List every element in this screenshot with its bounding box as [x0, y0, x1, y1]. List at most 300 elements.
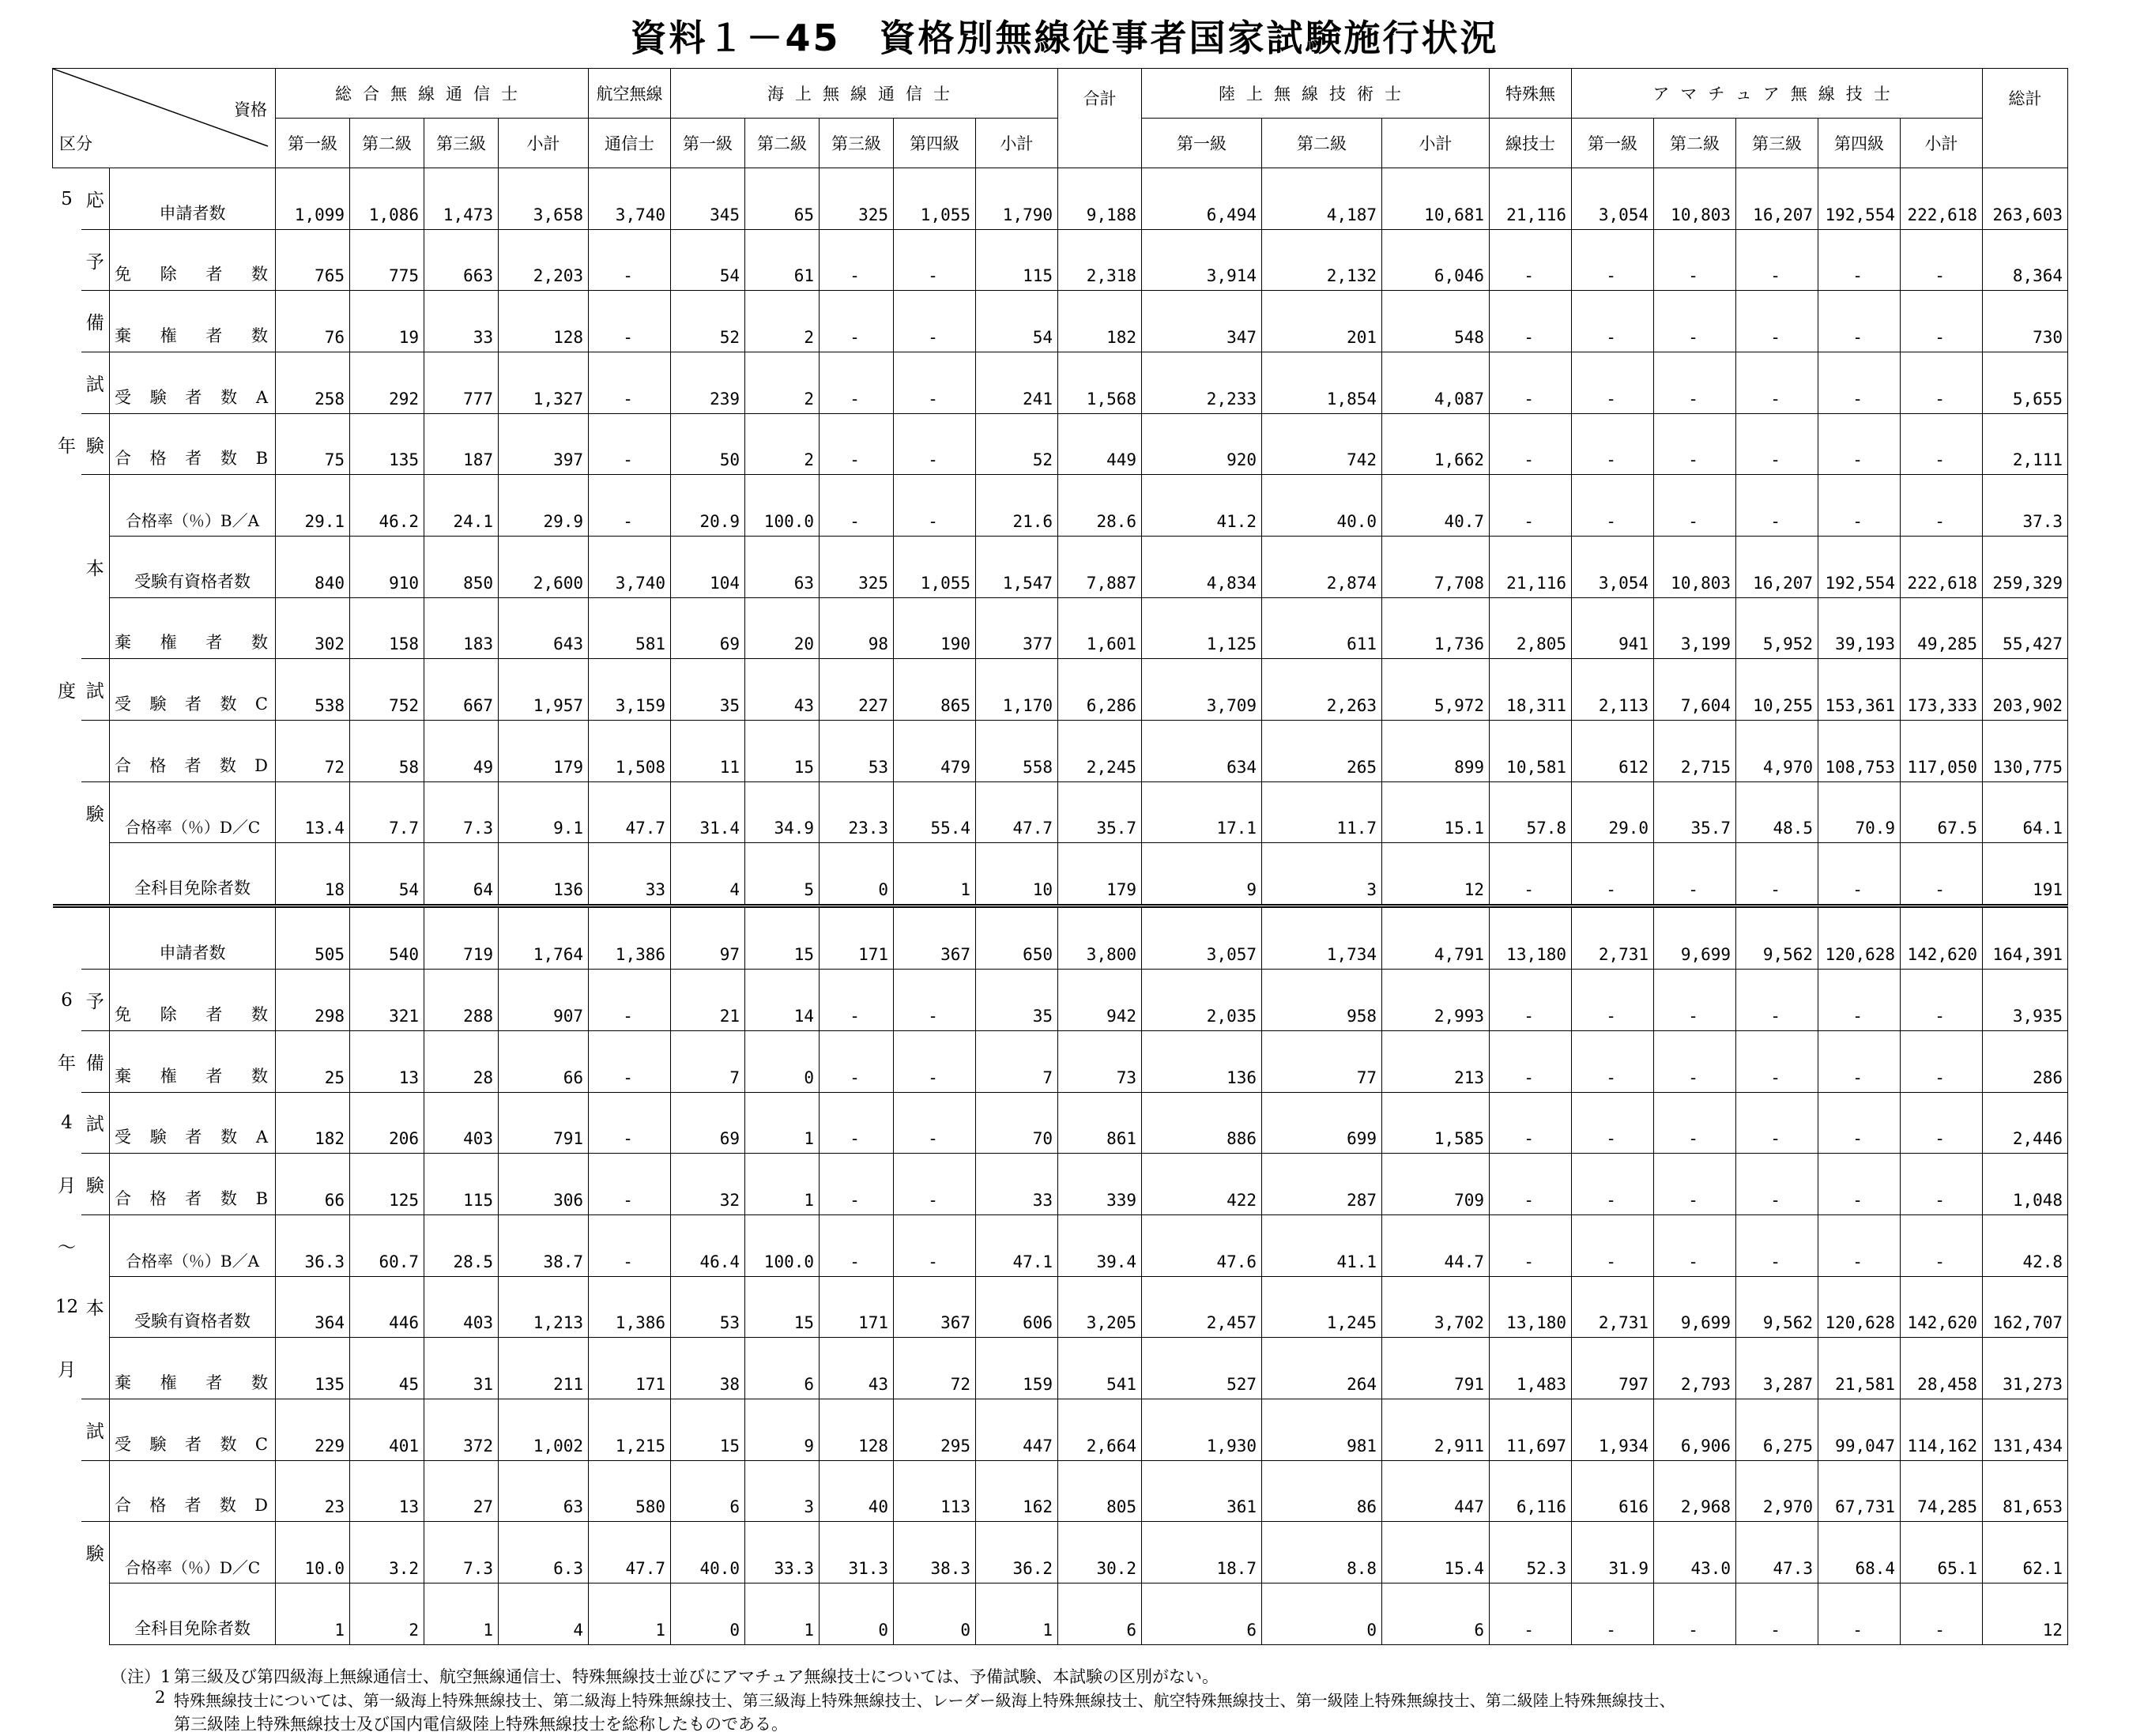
- exam-kind: 予: [81, 229, 110, 291]
- value-cell: -: [1818, 475, 1901, 537]
- value-cell: -: [1572, 1214, 1654, 1276]
- value-cell: -: [894, 291, 976, 352]
- note-1-prefix: （注）1: [111, 1667, 171, 1686]
- value-cell: 239: [671, 352, 745, 414]
- row-label: 棄権者数: [110, 597, 276, 659]
- value-cell: 1,473: [424, 168, 499, 230]
- value-cell: 8.8: [1262, 1522, 1382, 1583]
- value-cell: 7,604: [1654, 659, 1736, 721]
- row-label: 合格者数D: [110, 721, 276, 782]
- value-cell: 5,952: [1736, 597, 1818, 659]
- group-header: 陸上無線技術士: [1142, 69, 1490, 119]
- exam-kind: 験: [81, 781, 110, 843]
- value-cell: 171: [589, 1338, 671, 1399]
- value-cell: 3: [1262, 843, 1382, 906]
- value-cell: 265: [1262, 721, 1382, 782]
- value-cell: 367: [894, 1276, 976, 1338]
- value-cell: 47.6: [1142, 1214, 1262, 1276]
- value-cell: 81,653: [1983, 1460, 2068, 1522]
- value-cell: 942: [1058, 970, 1142, 1031]
- value-cell: -: [1818, 291, 1901, 352]
- value-cell: 46.2: [350, 475, 424, 537]
- value-cell: 54: [976, 291, 1058, 352]
- period-char: [53, 1522, 81, 1583]
- value-cell: 9: [745, 1399, 820, 1460]
- corner-bottom-label: 区分: [59, 134, 92, 153]
- column-header: 第三級: [1736, 119, 1818, 168]
- value-cell: 742: [1262, 413, 1382, 475]
- value-cell: 35.7: [1058, 781, 1142, 843]
- table-row: [53, 229, 2068, 291]
- value-cell: 27: [424, 1460, 499, 1522]
- value-cell: -: [589, 475, 671, 537]
- value-cell: 1,170: [976, 659, 1058, 721]
- value-cell: 187: [424, 413, 499, 475]
- value-cell: 580: [589, 1460, 671, 1522]
- value-cell: -: [1490, 1583, 1572, 1644]
- value-cell: 364: [276, 1276, 350, 1338]
- row-label: 合格者数B: [110, 413, 276, 475]
- value-cell: 44.7: [1382, 1214, 1490, 1276]
- value-cell: 907: [499, 970, 589, 1031]
- value-cell: 43: [820, 1338, 894, 1399]
- value-cell: 1,957: [499, 659, 589, 721]
- period-char: 〜: [58, 1237, 76, 1258]
- value-cell: 581: [589, 597, 671, 659]
- value-cell: 612: [1572, 721, 1654, 782]
- value-cell: 548: [1382, 291, 1490, 352]
- table-row: [53, 1399, 2068, 1460]
- value-cell: -: [1490, 1214, 1572, 1276]
- value-cell: 136: [1142, 1030, 1262, 1092]
- value-cell: 3,709: [1142, 659, 1262, 721]
- value-cell: -: [589, 970, 671, 1031]
- value-cell: 2,805: [1490, 597, 1572, 659]
- value-cell: 263,603: [1983, 168, 2068, 230]
- value-cell: 31.3: [820, 1522, 894, 1583]
- value-cell: 2,731: [1572, 1276, 1654, 1338]
- table-row: [53, 1583, 2068, 1644]
- value-cell: 70.9: [1818, 781, 1901, 843]
- value-cell: 142,620: [1901, 1276, 1983, 1338]
- value-cell: -: [1901, 1214, 1983, 1276]
- period-char: [53, 906, 81, 970]
- value-cell: 227: [820, 659, 894, 721]
- value-cell: 765: [276, 229, 350, 291]
- period-char: [53, 781, 81, 843]
- value-cell: 611: [1262, 597, 1382, 659]
- period-char: [53, 597, 81, 659]
- value-cell: -: [589, 291, 671, 352]
- value-cell: 47.1: [976, 1214, 1058, 1276]
- value-cell: 0: [894, 1583, 976, 1644]
- value-cell: 68.4: [1818, 1522, 1901, 1583]
- value-cell: 61: [745, 229, 820, 291]
- value-cell: -: [1490, 413, 1572, 475]
- value-cell: 113: [894, 1460, 976, 1522]
- value-cell: 171: [820, 1276, 894, 1338]
- value-cell: 222,618: [1901, 168, 1983, 230]
- value-cell: -: [1490, 1030, 1572, 1092]
- value-cell: 64.1: [1983, 781, 2068, 843]
- value-cell: 2,245: [1058, 721, 1142, 782]
- value-cell: 153,361: [1818, 659, 1901, 721]
- value-cell: 57.8: [1490, 781, 1572, 843]
- value-cell: 558: [976, 721, 1058, 782]
- value-cell: 3,658: [499, 168, 589, 230]
- value-cell: 2,111: [1983, 413, 2068, 475]
- value-cell: 325: [820, 168, 894, 230]
- value-cell: 21,581: [1818, 1338, 1901, 1399]
- value-cell: -: [1901, 1583, 1983, 1644]
- value-cell: -: [1818, 1154, 1901, 1215]
- value-cell: 2,911: [1382, 1399, 1490, 1460]
- value-cell: 120,628: [1818, 906, 1901, 970]
- value-cell: 3,159: [589, 659, 671, 721]
- column-header: 第一級: [276, 119, 350, 168]
- value-cell: 5: [745, 843, 820, 906]
- value-cell: -: [1818, 970, 1901, 1031]
- value-cell: -: [1736, 229, 1818, 291]
- value-cell: -: [1572, 352, 1654, 414]
- value-cell: 1: [589, 1583, 671, 1644]
- value-cell: 9: [1142, 843, 1262, 906]
- value-cell: 72: [894, 1338, 976, 1399]
- exam-kind: 本: [85, 1298, 104, 1320]
- value-cell: 1,213: [499, 1276, 589, 1338]
- value-cell: 2,263: [1262, 659, 1382, 721]
- value-cell: 1,048: [1983, 1154, 2068, 1215]
- value-cell: 48.5: [1736, 781, 1818, 843]
- value-cell: 164,391: [1983, 906, 2068, 970]
- value-cell: 67,731: [1818, 1460, 1901, 1522]
- value-cell: 941: [1572, 597, 1654, 659]
- value-cell: 7.3: [424, 781, 499, 843]
- value-cell: 13.4: [276, 781, 350, 843]
- value-cell: 29.0: [1572, 781, 1654, 843]
- period-char: 12: [55, 1296, 79, 1317]
- value-cell: 15: [745, 721, 820, 782]
- value-cell: 40.0: [671, 1522, 745, 1583]
- value-cell: 840: [276, 537, 350, 598]
- exam-kind: [81, 1460, 110, 1522]
- value-cell: 241: [976, 352, 1058, 414]
- value-cell: -: [820, 352, 894, 414]
- value-cell: 1,386: [589, 1276, 671, 1338]
- value-cell: 1: [745, 1583, 820, 1644]
- value-cell: -: [1901, 413, 1983, 475]
- value-cell: -: [1736, 352, 1818, 414]
- value-cell: 3,054: [1572, 537, 1654, 598]
- row-label: 合格率（％）B／A: [110, 1214, 276, 1276]
- value-cell: 159: [976, 1338, 1058, 1399]
- value-cell: 115: [424, 1154, 499, 1215]
- value-cell: 100.0: [745, 475, 820, 537]
- value-cell: 69: [671, 597, 745, 659]
- value-cell: 55,427: [1983, 597, 2068, 659]
- value-cell: 4: [671, 843, 745, 906]
- value-cell: 201: [1262, 291, 1382, 352]
- value-cell: -: [820, 413, 894, 475]
- value-cell: 2: [745, 352, 820, 414]
- value-cell: 2,793: [1654, 1338, 1736, 1399]
- period-char: [53, 352, 81, 414]
- value-cell: -: [589, 1154, 671, 1215]
- value-cell: 213: [1382, 1030, 1490, 1092]
- value-cell: 6,906: [1654, 1399, 1736, 1460]
- value-cell: 1,086: [350, 168, 424, 230]
- value-cell: 295: [894, 1399, 976, 1460]
- value-cell: 43.0: [1654, 1522, 1736, 1583]
- value-cell: 21: [671, 970, 745, 1031]
- row-label: 全科目免除者数: [110, 843, 276, 906]
- value-cell: -: [589, 1092, 671, 1154]
- value-cell: -: [894, 229, 976, 291]
- value-cell: 288: [424, 970, 499, 1031]
- value-cell: -: [820, 1092, 894, 1154]
- group-header: 合計: [1058, 69, 1142, 168]
- value-cell: 23: [276, 1460, 350, 1522]
- value-cell: 2,970: [1736, 1460, 1818, 1522]
- value-cell: -: [589, 413, 671, 475]
- value-cell: -: [1736, 1583, 1818, 1644]
- value-cell: 7,887: [1058, 537, 1142, 598]
- value-cell: 0: [745, 1030, 820, 1092]
- value-cell: -: [1901, 1092, 1983, 1154]
- value-cell: 66: [499, 1030, 589, 1092]
- value-cell: 54: [671, 229, 745, 291]
- value-cell: -: [894, 413, 976, 475]
- value-cell: 325: [820, 537, 894, 598]
- value-cell: -: [1572, 413, 1654, 475]
- value-cell: 7: [976, 1030, 1058, 1092]
- row-label: 合格者数B: [110, 1154, 276, 1215]
- value-cell: 10: [976, 843, 1058, 906]
- value-cell: 401: [350, 1399, 424, 1460]
- table-row: [53, 906, 2068, 970]
- value-cell: 850: [424, 537, 499, 598]
- table-row: [53, 168, 2068, 230]
- exam-kind: 験: [81, 1522, 110, 1583]
- row-label: 申請者数: [110, 906, 276, 970]
- table-row: [53, 597, 2068, 659]
- value-cell: 403: [424, 1092, 499, 1154]
- value-cell: 190: [894, 597, 976, 659]
- value-cell: 479: [894, 721, 976, 782]
- table-row: [53, 352, 2068, 414]
- value-cell: 446: [350, 1276, 424, 1338]
- value-cell: 191: [1983, 843, 2068, 906]
- value-cell: 7.7: [350, 781, 424, 843]
- value-cell: 21,116: [1490, 168, 1572, 230]
- row-label: 合格率（％）D／C: [110, 1522, 276, 1583]
- value-cell: 47.7: [589, 1522, 671, 1583]
- value-cell: 1,002: [499, 1399, 589, 1460]
- value-cell: 3,287: [1736, 1338, 1818, 1399]
- value-cell: -: [1736, 475, 1818, 537]
- value-cell: 13,180: [1490, 906, 1572, 970]
- value-cell: 41.2: [1142, 475, 1262, 537]
- row-label: 受験者数C: [110, 659, 276, 721]
- value-cell: 3,199: [1654, 597, 1736, 659]
- row-label: 免除者数: [110, 229, 276, 291]
- value-cell: 4,087: [1382, 352, 1490, 414]
- row-label: 合格者数D: [110, 1460, 276, 1522]
- value-cell: -: [820, 1154, 894, 1215]
- period-char: [53, 475, 81, 537]
- value-cell: 1,585: [1382, 1092, 1490, 1154]
- value-cell: 162,707: [1983, 1276, 2068, 1338]
- value-cell: 14: [745, 970, 820, 1031]
- value-cell: 38.7: [499, 1214, 589, 1276]
- value-cell: 505: [276, 906, 350, 970]
- value-cell: 179: [499, 721, 589, 782]
- value-cell: 31.4: [671, 781, 745, 843]
- value-cell: 9,188: [1058, 168, 1142, 230]
- value-cell: 222,618: [1901, 537, 1983, 598]
- value-cell: 15.4: [1382, 1522, 1490, 1583]
- value-cell: 1,734: [1262, 906, 1382, 970]
- row-label: 免除者数: [110, 970, 276, 1031]
- row-label: 合格率（％）B／A: [110, 475, 276, 537]
- value-cell: 1,386: [589, 906, 671, 970]
- corner-header: [53, 69, 276, 168]
- table-row: [53, 1214, 2068, 1276]
- exam-kind: [81, 843, 110, 906]
- value-cell: 3,054: [1572, 168, 1654, 230]
- value-cell: 1,327: [499, 352, 589, 414]
- column-header: 第四級: [1818, 119, 1901, 168]
- value-cell: -: [1654, 970, 1736, 1031]
- value-cell: 422: [1142, 1154, 1262, 1215]
- value-cell: 805: [1058, 1460, 1142, 1522]
- row-label: 棄権者数: [110, 1338, 276, 1399]
- value-cell: 541: [1058, 1338, 1142, 1399]
- value-cell: 130,775: [1983, 721, 2068, 782]
- value-cell: 699: [1262, 1092, 1382, 1154]
- value-cell: 136: [499, 843, 589, 906]
- value-cell: 6: [1142, 1583, 1262, 1644]
- value-cell: 31,273: [1983, 1338, 2068, 1399]
- exam-kind: 試: [81, 352, 110, 414]
- value-cell: -: [1654, 1030, 1736, 1092]
- value-cell: 6,046: [1382, 229, 1490, 291]
- column-header: 第三級: [820, 119, 894, 168]
- value-cell: 28.6: [1058, 475, 1142, 537]
- value-cell: 2,446: [1983, 1092, 2068, 1154]
- value-cell: -: [1736, 1214, 1818, 1276]
- value-cell: 115: [976, 229, 1058, 291]
- value-cell: 775: [350, 229, 424, 291]
- value-cell: 4,791: [1382, 906, 1490, 970]
- value-cell: 5,972: [1382, 659, 1490, 721]
- value-cell: 0: [1262, 1583, 1382, 1644]
- value-cell: 28: [424, 1030, 499, 1092]
- table-row: [53, 781, 2068, 843]
- value-cell: 3,740: [589, 168, 671, 230]
- value-cell: 752: [350, 659, 424, 721]
- value-cell: -: [820, 229, 894, 291]
- value-cell: 2,457: [1142, 1276, 1262, 1338]
- value-cell: 6.3: [499, 1522, 589, 1583]
- value-cell: 2,715: [1654, 721, 1736, 782]
- row-label: 合格率（％）D／C: [110, 781, 276, 843]
- value-cell: 286: [1983, 1030, 2068, 1092]
- value-cell: 10.0: [276, 1522, 350, 1583]
- value-cell: -: [1818, 229, 1901, 291]
- table-row: [53, 659, 2068, 721]
- row-label: 受験有資格者数: [110, 537, 276, 598]
- value-cell: -: [1654, 1154, 1736, 1215]
- value-cell: -: [589, 1030, 671, 1092]
- value-cell: 1,854: [1262, 352, 1382, 414]
- value-cell: 55.4: [894, 781, 976, 843]
- value-cell: 11: [671, 721, 745, 782]
- value-cell: 23.3: [820, 781, 894, 843]
- value-cell: 538: [276, 659, 350, 721]
- value-cell: 53: [820, 721, 894, 782]
- value-cell: 52: [976, 413, 1058, 475]
- value-cell: -: [1901, 352, 1983, 414]
- value-cell: 4,187: [1262, 168, 1382, 230]
- value-cell: 1: [894, 843, 976, 906]
- value-cell: 1,934: [1572, 1399, 1654, 1460]
- value-cell: 74,285: [1901, 1460, 1983, 1522]
- note-2-cont: 第三級陸上特殊無線技士及び国内電信級陸上特殊無線技士を総称したものである。: [174, 1715, 788, 1734]
- value-cell: 104: [671, 537, 745, 598]
- value-cell: 21,116: [1490, 537, 1572, 598]
- table-row: [53, 537, 2068, 598]
- value-cell: 4,834: [1142, 537, 1262, 598]
- exam-kind: 本: [85, 558, 104, 579]
- value-cell: 287: [1262, 1154, 1382, 1215]
- period-char: [53, 229, 81, 291]
- value-cell: 47.7: [589, 781, 671, 843]
- value-cell: 35.7: [1654, 781, 1736, 843]
- value-cell: 65.1: [1901, 1522, 1983, 1583]
- value-cell: 171: [820, 906, 894, 970]
- value-cell: 211: [499, 1338, 589, 1399]
- value-cell: 38: [671, 1338, 745, 1399]
- value-cell: 447: [1382, 1460, 1490, 1522]
- value-cell: 6,275: [1736, 1399, 1818, 1460]
- value-cell: 52: [671, 291, 745, 352]
- value-cell: 0: [671, 1583, 745, 1644]
- table-row: [53, 1460, 2068, 1522]
- value-cell: 142,620: [1901, 906, 1983, 970]
- value-cell: 131,434: [1983, 1399, 2068, 1460]
- corner-top-label: 資格: [234, 100, 268, 119]
- value-cell: -: [1901, 970, 1983, 1031]
- value-cell: -: [1572, 475, 1654, 537]
- exam-kind: [81, 597, 110, 659]
- value-cell: 606: [976, 1276, 1058, 1338]
- value-cell: 2: [745, 413, 820, 475]
- column-header: 線技士: [1490, 119, 1572, 168]
- value-cell: -: [1654, 413, 1736, 475]
- value-cell: 18,311: [1490, 659, 1572, 721]
- period-char: [53, 721, 81, 782]
- value-cell: -: [1654, 475, 1736, 537]
- value-cell: 100.0: [745, 1214, 820, 1276]
- value-cell: 791: [499, 1092, 589, 1154]
- value-cell: 13: [350, 1030, 424, 1092]
- note-2-num: 2: [155, 1688, 166, 1707]
- table-row: [53, 843, 2068, 906]
- value-cell: -: [1572, 229, 1654, 291]
- value-cell: 40: [820, 1460, 894, 1522]
- value-cell: 40.0: [1262, 475, 1382, 537]
